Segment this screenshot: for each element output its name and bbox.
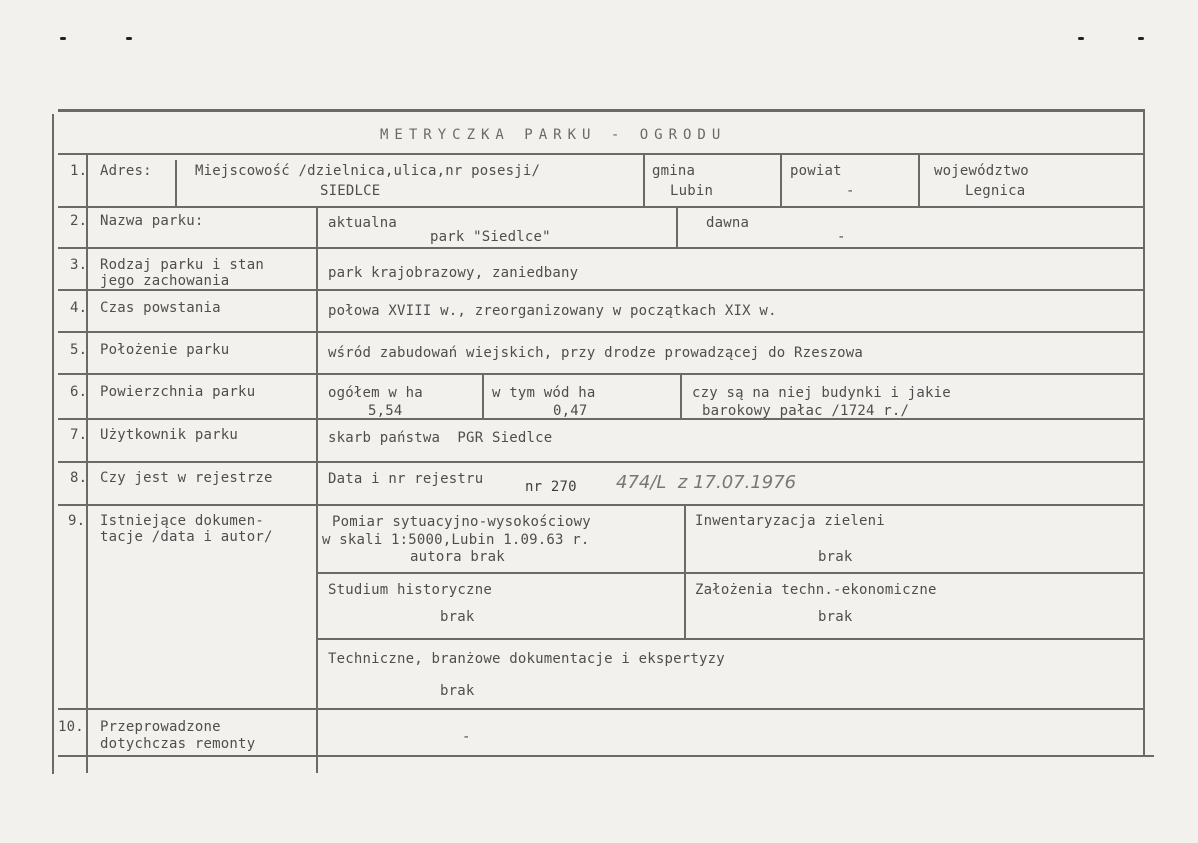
survey-line-3: autora brak	[410, 549, 505, 565]
rule	[58, 708, 1144, 710]
rule	[918, 153, 920, 206]
origin-value: połowa XVIII w., zreorganizowany w początkach XIX w.	[328, 303, 777, 319]
rule	[52, 114, 54, 774]
voivodeship-value: Legnica	[965, 183, 1026, 199]
row-label: Nazwa parku:	[100, 213, 204, 229]
row-number: 1.	[70, 163, 88, 179]
speck	[1138, 37, 1144, 40]
gmina-value: Lubin	[670, 183, 714, 199]
survey-line-1: Pomiar sytuacyjno-wysokościowy	[332, 514, 591, 530]
rule	[318, 572, 1144, 574]
row-number: 6.	[70, 384, 88, 400]
former-name-label: dawna	[706, 215, 750, 231]
rule	[680, 373, 682, 418]
register-number: nr 270	[525, 479, 577, 495]
row-label: jego zachowania	[100, 273, 230, 289]
speck	[1078, 37, 1084, 40]
row-number: 4.	[70, 300, 88, 316]
current-name-label: aktualna	[328, 215, 398, 231]
technical-docs-label: Techniczne, branżowe dokumentacje i ekspertyzy	[328, 651, 725, 667]
rule	[58, 206, 1144, 208]
water-area-value: 0,47	[553, 403, 588, 419]
row-number: 7.	[70, 427, 88, 443]
row-number: 2.	[70, 213, 88, 229]
powiat-label: powiat	[790, 163, 842, 179]
former-name-value: -	[837, 229, 846, 245]
rule	[58, 247, 1144, 249]
rule	[86, 153, 88, 773]
tech-economic-value: brak	[818, 609, 853, 625]
row-label: Czy jest w rejestrze	[100, 470, 273, 486]
buildings-value: barokowy pałac /1724 r./	[702, 403, 910, 419]
survey-line-2: w skali 1:5000,Lubin 1.09.63 r.	[322, 532, 590, 548]
rule	[1143, 109, 1145, 755]
rule	[58, 373, 1144, 375]
tech-economic-label: Założenia techn.-ekonomiczne	[695, 582, 937, 598]
history-study-value: brak	[440, 609, 475, 625]
row-label: tacje /data i autor/	[100, 529, 273, 545]
register-label: Data i nr rejestru	[328, 471, 484, 487]
rule	[318, 638, 1144, 640]
row-number: 9.	[68, 513, 86, 529]
rule	[58, 755, 1154, 757]
row-number: 8.	[70, 470, 88, 486]
rule	[58, 461, 1144, 463]
row-number: 5.	[70, 342, 88, 358]
buildings-label: czy są na niej budynki i jakie	[692, 385, 951, 401]
gmina-label: gmina	[652, 163, 696, 179]
rule	[482, 373, 484, 418]
rule	[676, 206, 678, 247]
technical-docs-value: brak	[440, 683, 475, 699]
greenery-label: Inwentaryzacja zieleni	[695, 513, 885, 529]
row-label: Istniejące dokumen-	[100, 513, 264, 529]
register-handwritten: 474/L z 17.07.1976	[616, 472, 797, 493]
row-label: Czas powstania	[100, 300, 221, 316]
repairs-value: -	[462, 729, 471, 745]
rule	[58, 504, 1144, 506]
current-name-value: park "Siedlce"	[430, 229, 551, 245]
speck	[60, 37, 66, 40]
location-value: wśród zabudowań wiejskich, przy drodze prowadzącej do Rzeszowa	[328, 345, 863, 361]
row-label: Rodzaj parku i stan	[100, 257, 264, 273]
rule	[58, 418, 1144, 420]
park-type-value: park krajobrazowy, zaniedbany	[328, 265, 579, 281]
card-title: METRYCZKA PARKU - OGRODU	[380, 127, 727, 143]
total-area-label: ogółem w ha	[328, 385, 423, 401]
row-label: dotychczas remonty	[100, 736, 256, 752]
voivodeship-label: województwo	[934, 163, 1029, 179]
row-label: Przeprowadzone	[100, 719, 221, 735]
rule	[58, 153, 1144, 155]
rule	[58, 289, 1144, 291]
row-label: Użytkownik parku	[100, 427, 239, 443]
row-label: Adres:	[100, 163, 152, 179]
greenery-value: brak	[818, 549, 853, 565]
rule	[58, 109, 1144, 112]
powiat-value: -	[846, 183, 855, 199]
rule	[316, 206, 318, 773]
row-number: 10.	[58, 719, 84, 735]
total-area-value: 5,54	[368, 403, 403, 419]
rule	[175, 160, 177, 206]
rule	[780, 153, 782, 206]
speck	[126, 37, 132, 40]
row-label: Powierzchnia parku	[100, 384, 256, 400]
row-number: 3.	[70, 257, 88, 273]
locality-value: SIEDLCE	[320, 183, 381, 199]
locality-label: Miejscowość /dzielnica,ulica,nr posesji/	[195, 163, 541, 179]
history-study-label: Studium historyczne	[328, 582, 492, 598]
rule	[684, 504, 686, 638]
rule	[58, 331, 1144, 333]
water-area-label: w tym wód ha	[492, 385, 596, 401]
row-label: Położenie parku	[100, 342, 230, 358]
rule	[643, 153, 645, 206]
owner-value: skarb państwa PGR Siedlce	[328, 430, 553, 446]
